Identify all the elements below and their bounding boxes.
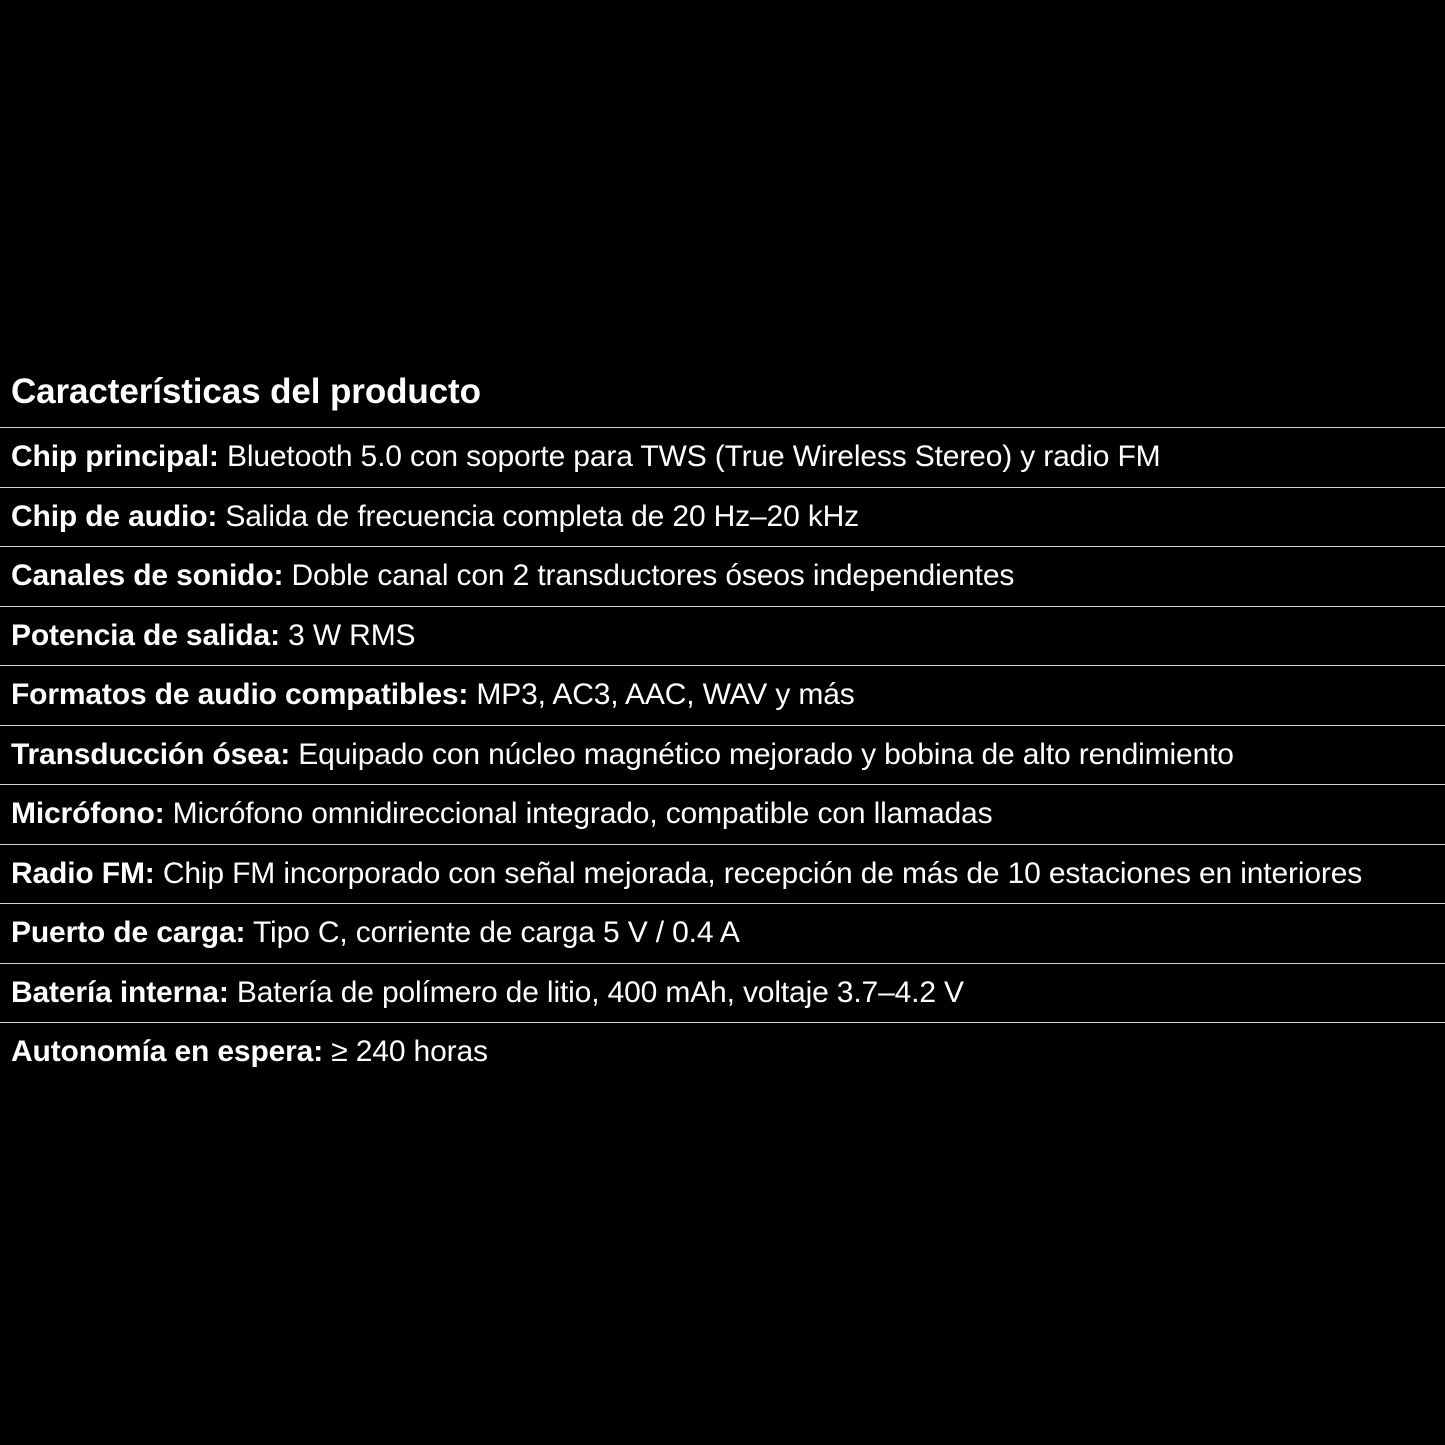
spec-value: Salida de frecuencia completa de 20 Hz–20 kHz <box>225 499 860 533</box>
spec-row-text <box>11 796 992 832</box>
table-row <box>0 844 1445 904</box>
table-row <box>0 784 1445 844</box>
spec-label: Puerto de carga: <box>11 916 246 950</box>
spec-value: ≥ 240 horas <box>331 1035 488 1069</box>
spec-value: Doble canal con 2 transductores óseos independientes <box>291 559 1015 593</box>
spec-value: Tipo C, corriente de carga 5 V / 0.4 A <box>253 916 740 950</box>
table-row <box>0 963 1445 1023</box>
spec-label: Batería interna: <box>11 975 229 1009</box>
table-row <box>0 903 1445 963</box>
spec-label: Potencia de salida: <box>11 618 280 652</box>
spec-label: Canales de sonido: <box>11 559 284 593</box>
page-title: Características del producto <box>11 372 481 411</box>
spec-row-text <box>11 915 740 951</box>
specification-table <box>0 427 1445 1082</box>
table-row <box>0 546 1445 606</box>
spec-value: Bluetooth 5.0 con soporte para TWS (True Wireless Stereo) y radio FM <box>226 440 1161 474</box>
spec-row-text <box>11 499 859 535</box>
table-row <box>0 427 1445 487</box>
table-row <box>0 665 1445 725</box>
spec-row-text <box>11 439 1160 475</box>
spec-value: Equipado con núcleo magnético mejorado y bobina de alto rendimiento <box>298 737 1234 771</box>
table-row <box>0 606 1445 666</box>
spec-value: Batería de polímero de litio, 400 mAh, voltaje 3.7–4.2 V <box>236 975 964 1009</box>
spec-label: Chip de audio: <box>11 499 218 533</box>
spec-value: 3 W RMS <box>288 618 416 652</box>
spec-label: Formatos de audio compatibles: <box>11 678 469 712</box>
table-row <box>0 725 1445 785</box>
spec-row-text <box>11 677 855 713</box>
spec-row-text <box>11 856 1362 892</box>
spec-value: MP3, AC3, AAC, WAV y más <box>476 678 855 712</box>
table-row <box>0 1022 1445 1082</box>
spec-row-text <box>11 737 1234 773</box>
spec-label: Micrófono: <box>11 797 165 831</box>
spec-row-text <box>11 1034 488 1070</box>
spec-row-text <box>11 975 964 1011</box>
table-row <box>0 487 1445 547</box>
spec-label: Radio FM: <box>11 856 155 890</box>
spec-label: Chip principal: <box>11 440 219 474</box>
spec-label: Autonomía en espera: <box>11 1035 324 1069</box>
spec-row-text <box>11 558 1014 594</box>
spec-row-text <box>11 618 415 654</box>
spec-value: Chip FM incorporado con señal mejorada, recepción de más de 10 estaciones en interiores <box>162 856 1363 890</box>
spec-value: Micrófono omnidireccional integrado, compatible con llamadas <box>172 797 993 831</box>
spec-label: Transducción ósea: <box>11 737 291 771</box>
